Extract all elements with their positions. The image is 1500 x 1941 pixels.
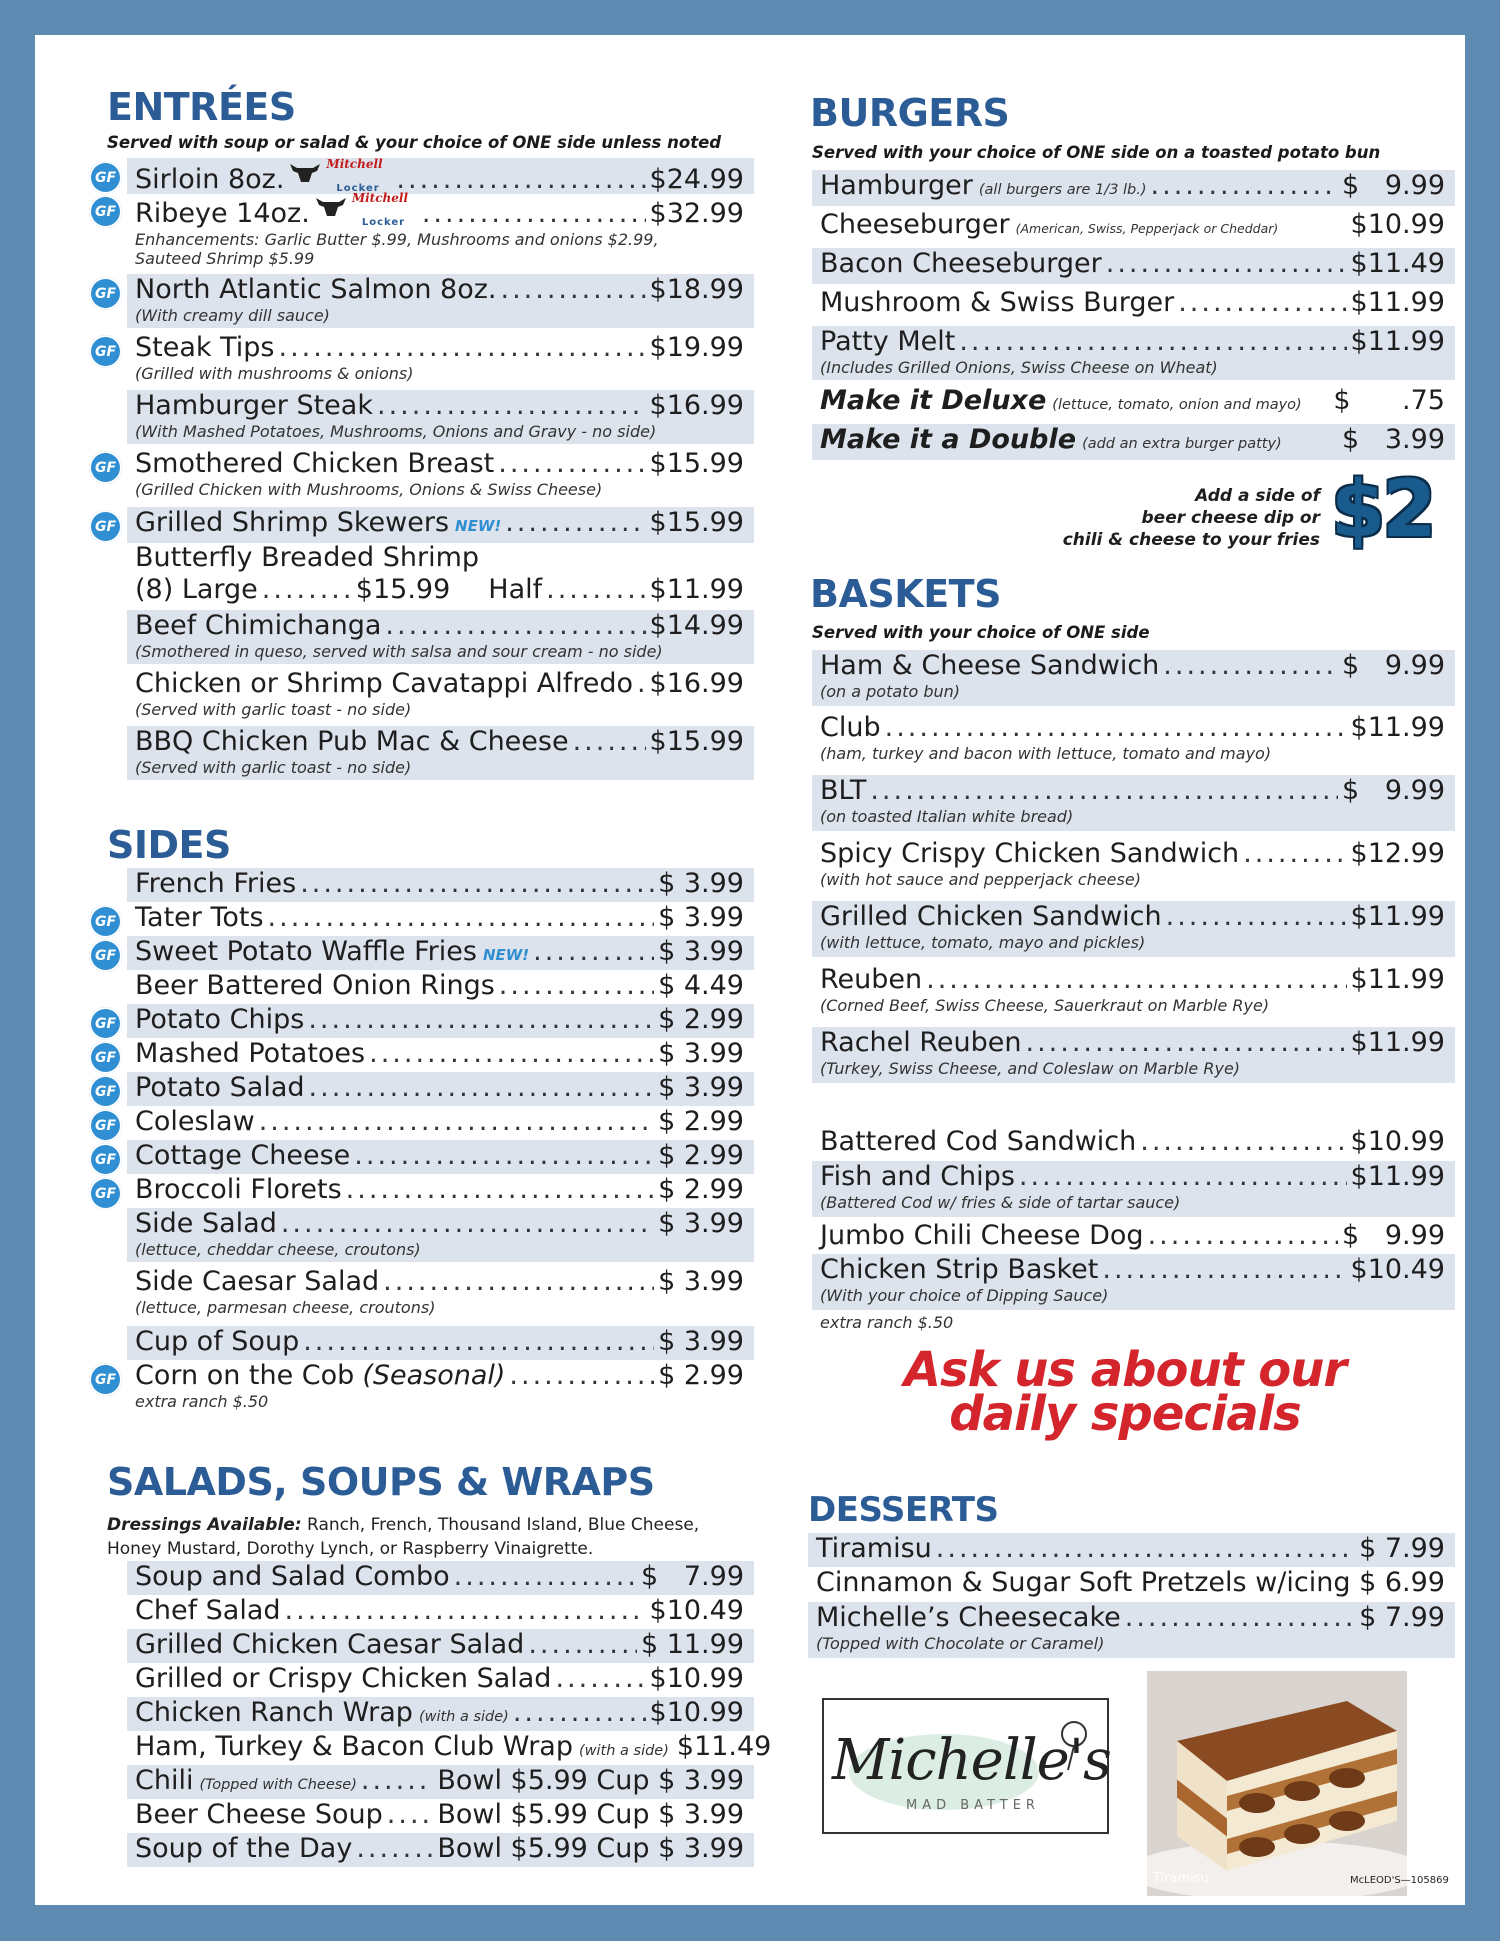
menu-item-smothered-chicken: [127, 448, 754, 502]
gf-badge: GF: [89, 939, 122, 972]
menu-item-bbq-mac: [127, 726, 754, 780]
item-name: Hamburger Steak: [135, 390, 373, 421]
item-price: $16.99: [649, 668, 744, 699]
item-name: Butterfly Breaded Shrimp: [135, 542, 480, 573]
burger-item: Cheeseburger (American, Swiss, Pepperjack or Cheddar) $10.99: [820, 209, 1445, 240]
gf-badge: GF: [89, 905, 122, 938]
item-price: $18.99: [649, 274, 744, 305]
basket-item: Rachel Reuben ..... $11.99 (Turkey, Swiss Cheese, and Coleslaw on Marble Rye): [812, 1027, 1455, 1083]
salad-item: Soup and Salad Combo ..... $ 7.99: [127, 1561, 754, 1595]
item-price: $14.99: [649, 610, 744, 641]
side-item: French Fries ..... $ 3.99: [127, 868, 754, 902]
menu-item-chimichanga: [127, 610, 754, 664]
basket-item: Jumbo Chili Cheese Dog ..... $ 9.99: [812, 1220, 1455, 1254]
side-item: Tater Tots ..... $ 3.99: [127, 902, 754, 936]
basket-item: Club ..... $11.99 (ham, turkey and bacon with lettuce, tomato and mayo): [812, 712, 1455, 768]
mitchell-locker-logo: Mitchell Locker: [288, 158, 392, 188]
side-item: Cottage Cheese ..... $ 2.99: [127, 1140, 754, 1174]
dressings-text: Dressings Available: Ranch, French, Thousand Island, Blue Cheese, Honey Mustard, Dorothy Lynch, or Raspberry Vinaigrette.: [107, 1515, 700, 1559]
menu-item-hamburger-steak: [127, 390, 754, 444]
side-item: Potato Salad ..... $ 3.99: [127, 1072, 754, 1106]
item-note: (Grilled with mushrooms & onions): [135, 364, 414, 383]
dessert-item: Cinnamon & Sugar Soft Pretzels w/icing ..... $ 6.99: [808, 1567, 1455, 1601]
item-price: $24.99: [649, 164, 744, 195]
gf-badge: GF: [89, 1363, 122, 1396]
basket-item: Battered Cod Sandwich ..... $10.99: [812, 1126, 1455, 1160]
item-price: $15.99: [649, 726, 744, 757]
gf-badge: GF: [89, 335, 122, 368]
menu-page: [35, 35, 1465, 1905]
basket-item: Fish and Chips ..... $11.99 (Battered Cod w/ fries & side of tartar sauce): [812, 1161, 1455, 1217]
michelles-mad-batter-logo: [822, 1698, 1109, 1834]
salad-item: Soup of the Day ..... Bowl $5.99 Cup $ 3.99: [127, 1833, 754, 1867]
item-price: $15.99: [355, 574, 451, 605]
half-price: $11.99: [649, 574, 744, 605]
burgers-subtitle: Served with your choice of ONE side on a toasted potato bun: [812, 143, 1381, 162]
item-price: $32.99: [649, 198, 744, 229]
menu-item-shrimp-skewers: [127, 507, 754, 543]
item-note: (Grilled Chicken with Mushrooms, Onions & Swiss Cheese): [135, 480, 603, 499]
gf-badge: GF: [89, 510, 122, 543]
item-price: $15.99: [649, 448, 744, 479]
gf-badge: GF: [89, 1041, 122, 1074]
promo-price: $2: [1331, 465, 1434, 555]
item-note: (Served with garlic toast - no side): [135, 700, 412, 719]
item-name: BBQ Chicken Pub Mac & Cheese: [135, 726, 569, 757]
burger-item: Make it Deluxe (lettuce, tomato, onion and mayo) $ .75: [820, 385, 1445, 416]
item-name: Beef Chimichanga: [135, 610, 382, 641]
menu-item-steak-tips: [127, 332, 754, 386]
baskets-title: BASKETS: [810, 572, 1001, 616]
item-name: Grilled Shrimp Skewers: [135, 507, 450, 538]
side-item: Side Caesar Salad ..... $ 3.99 (lettuce, parmesan cheese, croutons): [127, 1266, 754, 1320]
item-note: (Served with garlic toast - no side): [135, 758, 412, 777]
item-note: (With creamy dill sauce): [135, 306, 330, 325]
logo-subtitle: MAD BATTER: [906, 1798, 1040, 1813]
basket-item: Ham & Cheese Sandwich ..... $ 9.99 (on a potato bun): [812, 650, 1455, 706]
item-name: Steak Tips: [135, 332, 275, 363]
basket-item: Spicy Crispy Chicken Sandwich ..... $12.99 (with hot sauce and pepperjack cheese): [812, 838, 1455, 894]
mitchell-locker-logo: Mitchell Locker: [314, 192, 418, 222]
gf-badge: GF: [89, 1177, 122, 1210]
logo-script: Michelle's: [832, 1728, 1111, 1793]
side-item: Mashed Potatoes ..... $ 3.99: [127, 1038, 754, 1072]
burger-item: Hamburger (all burgers are 1/3 lb.) ..... $ 9.99: [812, 170, 1455, 206]
gf-badge: GF: [89, 195, 122, 228]
burgers-title: BURGERS: [810, 91, 1010, 135]
item-name: Ribeye 14oz.: [135, 198, 310, 229]
basket-item: BLT ..... $ 9.99 (on toasted Italian white bread): [812, 775, 1455, 831]
salad-item: Chicken Ranch Wrap (with a side) ..... $10.99: [127, 1697, 754, 1731]
gf-badge: GF: [89, 1075, 122, 1108]
dessert-item: Michelle’s Cheesecake ..... $ 7.99 (Topped with Chocolate or Caramel): [808, 1602, 1455, 1658]
item-note: (Smothered in queso, served with salsa and sour cream - no side): [135, 642, 663, 661]
new-badge: NEW!: [455, 517, 502, 535]
salad-item: Beer Cheese Soup ..... Bowl $5.99 Cup $ 3.99: [127, 1799, 754, 1833]
item-name: North Atlantic Salmon 8oz.: [135, 274, 497, 305]
item-price: $15.99: [649, 507, 744, 538]
menu-item-sirloin: [127, 158, 754, 194]
item-name: Chicken or Shrimp Cavatappi Alfredo: [135, 668, 634, 699]
menu-item-salmon: [127, 274, 754, 328]
menu-item-butterfly-shrimp: [127, 542, 754, 610]
fries-promo: Add a side of beer cheese dip or chili & cheese to your fries: [1062, 486, 1320, 550]
side-item: Broccoli Florets ..... $ 2.99: [127, 1174, 754, 1208]
entrees-title: ENTRÉES: [107, 85, 296, 129]
daily-specials-callout: Ask us about our daily specials: [903, 1342, 1347, 1442]
item-note: extra ranch $.50: [820, 1313, 954, 1332]
basket-item: Reuben ..... $11.99 (Corned Beef, Swiss Cheese, Sauerkraut on Marble Rye): [812, 964, 1455, 1020]
photo-caption: Tiramisu: [1153, 1871, 1209, 1886]
gf-badge: GF: [89, 1143, 122, 1176]
tiramisu-photo: [1147, 1671, 1407, 1896]
entrees-subtitle: Served with soup or salad & your choice of ONE side unless noted: [107, 133, 722, 152]
gf-badge: GF: [89, 161, 122, 194]
item-price: $19.99: [649, 332, 744, 363]
dessert-item: Tiramisu ..... $ 7.99: [808, 1533, 1455, 1567]
half-label: Half: [488, 574, 543, 605]
basket-item: Grilled Chicken Sandwich ..... $11.99 (with lettuce, tomato, mayo and pickles): [812, 901, 1455, 957]
sides-title: SIDES: [107, 823, 231, 867]
new-badge: NEW!: [482, 946, 530, 964]
burger-item: Bacon Cheeseburger ..... $11.49: [812, 248, 1455, 284]
side-item: Beer Battered Onion Rings ..... $ 4.49: [127, 970, 754, 1004]
baskets-subtitle: Served with your choice of ONE side: [812, 623, 1150, 642]
side-item: Coleslaw ..... $ 2.99: [127, 1106, 754, 1140]
side-item: Corn on the Cob (Seasonal) ..... $ 2.99 extra ranch $.50: [127, 1360, 754, 1414]
burger-item: Make it a Double (add an extra burger patty) $ 3.99: [812, 424, 1455, 460]
item-name: Smothered Chicken Breast: [135, 448, 495, 479]
salad-item: Ham, Turkey & Bacon Club Wrap (with a side) $11.49: [135, 1731, 772, 1762]
burger-item: Mushroom & Swiss Burger ..... $11.99: [812, 287, 1455, 323]
item-note: Enhancements: Garlic Butter $.99, Mushrooms and onions $2.99,: [135, 230, 659, 249]
menu-item-cavatappi: [127, 668, 754, 722]
item-note: Sauteed Shrimp $5.99: [135, 249, 315, 268]
item-price: $16.99: [649, 390, 744, 421]
gf-badge: GF: [89, 451, 122, 484]
item-name: (8) Large: [135, 574, 258, 605]
side-item: Sweet Potato Waffle Fries NEW! ..... $ 3.99: [127, 936, 754, 970]
desserts-title: DESSERTS: [808, 1490, 999, 1530]
side-item: Cup of Soup ..... $ 3.99: [127, 1326, 754, 1360]
burger-item: Patty Melt ..... $11.99 (Includes Grilled Onions, Swiss Cheese on Wheat): [812, 326, 1455, 380]
item-note: (With Mashed Potatoes, Mushrooms, Onions and Gravy - no side): [135, 422, 657, 441]
menu-item-ribeye: [127, 192, 754, 268]
salads-title: SALADS, SOUPS & WRAPS: [107, 1460, 655, 1504]
salad-item: Grilled Chicken Caesar Salad ..... $ 11.99: [127, 1629, 754, 1663]
gf-badge: GF: [89, 1007, 122, 1040]
side-item: Potato Chips ..... $ 2.99: [127, 1004, 754, 1038]
item-name: Sirloin 8oz.: [135, 164, 285, 195]
salad-item: Chili (Topped with Cheese) ..... Bowl $5.99 Cup $ 3.99: [127, 1765, 754, 1799]
side-item: Side Salad ..... $ 3.99 (lettuce, cheddar cheese, croutons): [127, 1208, 754, 1262]
salad-item: Chef Salad ..... $10.49: [127, 1595, 754, 1629]
basket-item: Chicken Strip Basket ..... $10.49 (With your choice of Dipping Sauce): [812, 1254, 1455, 1310]
footer-code: McLEOD'S—105869: [1350, 1875, 1449, 1886]
gf-badge: GF: [89, 277, 122, 310]
salad-item: Grilled or Crispy Chicken Salad ..... $10.99: [127, 1663, 754, 1697]
gf-badge: GF: [89, 1109, 122, 1142]
